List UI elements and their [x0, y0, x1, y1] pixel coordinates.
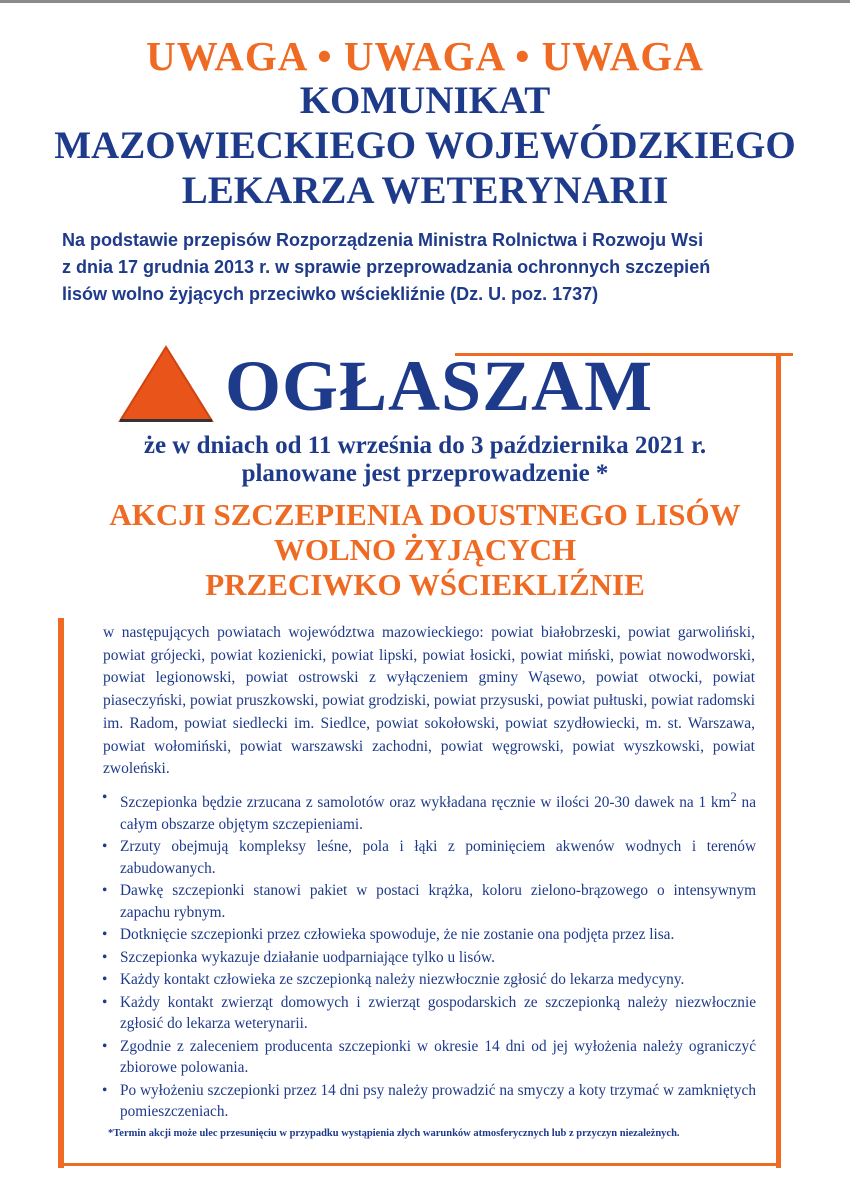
- bullet-icon: •: [102, 838, 108, 856]
- list-item: [100, 947, 756, 969]
- footnote: *Termin akcji może ulec przesunięciu w przypadku wystąpienia złych warunków atmosferycznych lub z przyczyn niezależnych.: [108, 1128, 680, 1139]
- dates-line: planowane jest przeprowadzenie *: [241, 460, 609, 487]
- list-item: [100, 836, 756, 879]
- bullet-icon: •: [102, 926, 108, 944]
- list-item: [100, 880, 756, 923]
- title-line: LEKARZA WETERYNARII: [181, 169, 669, 212]
- basis-line: Na podstawie przepisów Rozporządzenia Ministra Rolnictwa i Rozwoju Wsi: [62, 230, 704, 250]
- bullet-icon: •: [102, 789, 108, 806]
- instructions-list: [100, 787, 756, 1124]
- list-item: [100, 1036, 756, 1079]
- item-text: Szczepionka wykazuje działanie uodparniające tylko u lisów.: [120, 948, 495, 966]
- item-text: Każdy kontakt zwierząt domowych i zwierząt gospodarskich ze szczepionką należy niezwłocznie zgłosić do lekarza weterynarii.: [120, 993, 756, 1033]
- top-border-line: [0, 0, 850, 3]
- bullet-icon: •: [102, 1081, 108, 1099]
- bullet-icon: •: [102, 993, 108, 1011]
- communique-title: [0, 78, 850, 213]
- item-text: Dawkę szczepionki stanowi pakiet w postaci krążka, koloru zielono-brązowego o intensywnym zapachu rybnym.: [120, 882, 756, 921]
- legal-basis: [62, 227, 802, 308]
- campaign-title-line: WOLNO ŻYJĄCYCH: [273, 532, 577, 567]
- list-item: [100, 969, 756, 991]
- announce-headline: OGŁASZAM: [225, 346, 654, 426]
- item-text: Zrzuty obejmują kompleksy leśne, pola i łąki z pominięciem akwenów wodnych i terenów zabudowanych.: [120, 838, 756, 877]
- list-item: [100, 992, 756, 1035]
- orange-frame-bottom: [58, 1163, 780, 1166]
- bullet-icon: •: [102, 1037, 108, 1055]
- item-text: Dotknięcie szczepionki przez człowieka spowoduje, że nie zostanie ona podjęta przez lisa.: [120, 926, 675, 944]
- campaign-title: [0, 497, 850, 602]
- item-text: Szczepionka będzie zrzucana z samolotów oraz wykładana ręcznie w ilości 20-30 dawek na 1 km: [120, 794, 731, 812]
- triangle-warning-icon: [118, 345, 214, 425]
- orange-frame-left: [58, 618, 64, 1168]
- list-item: [100, 1080, 756, 1123]
- bullet-icon: •: [102, 882, 108, 900]
- dates-line: że w dniach od 11 września do 3 października 2021 r.: [143, 432, 707, 459]
- campaign-title-line: AKCJI SZCZEPIENIA DOUSTNEGO LISÓW: [109, 497, 741, 532]
- campaign-title-line: PRZECIWKO WŚCIEKLIŹNIE: [205, 567, 645, 602]
- list-item: [100, 787, 756, 835]
- districts-paragraph: w następujących powiatach województwa mazowieckiego: powiat białobrzeski, powiat garwoliński, powiat grójecki, powiat kozienicki, powiat lipski, powiat łosicki, powiat miński, powiat nowodworski, powiat legionowski, powiat ostrowski z wyłączeniem gminy Wąsewo, powiat otwocki, powiat piaseczyński, powiat pruszkowski, powiat grodziski, powiat przysuski, powiat pułtuski, powiat radomski im. Radom, powiat siedlecki im. Siedlce, powiat sokołowski, powiat szydłowiecki, m. st. Warszawa, powiat wołomiński, powiat warszawski zachodni, powiat węgrowski, powiat wyszkowski, powiat zwoleński.: [103, 624, 755, 778]
- bullet-icon: •: [102, 948, 108, 966]
- title-line: MAZOWIECKIEGO WOJEWÓDZKIEGO: [54, 124, 796, 167]
- list-item: [100, 924, 756, 946]
- bullet-icon: •: [102, 971, 108, 989]
- item-text: Zgodnie z zaleceniem producenta szczepionki w okresie 14 dni od jej wyłożenia należy ograniczyć zbiorowe polowania.: [120, 1037, 756, 1077]
- superscript: 2: [730, 790, 737, 804]
- basis-line: z dnia 17 grudnia 2013 r. w sprawie przeprowadzania ochronnych szczepień: [62, 257, 711, 277]
- item-text: Po wyłożeniu szczepionki przez 14 dni psy należy prowadzić na smyczy a koty trzymać w zamkniętych pomieszczeniach.: [120, 1081, 756, 1121]
- basis-line: lisów wolno żyjących przeciwko wściekliźnie (Dz. U. poz. 1737): [62, 284, 599, 304]
- item-text: Każdy kontakt człowieka ze szczepionką należy niezwłocznie zgłosić do lekarza medycyny.: [120, 971, 685, 989]
- uwaga-heading: UWAGA • UWAGA • UWAGA: [146, 33, 704, 79]
- item-text: na całym obszarze objętym szczepieniami.: [120, 794, 756, 833]
- campaign-dates: [0, 432, 850, 488]
- title-line: KOMUNIKAT: [299, 79, 551, 122]
